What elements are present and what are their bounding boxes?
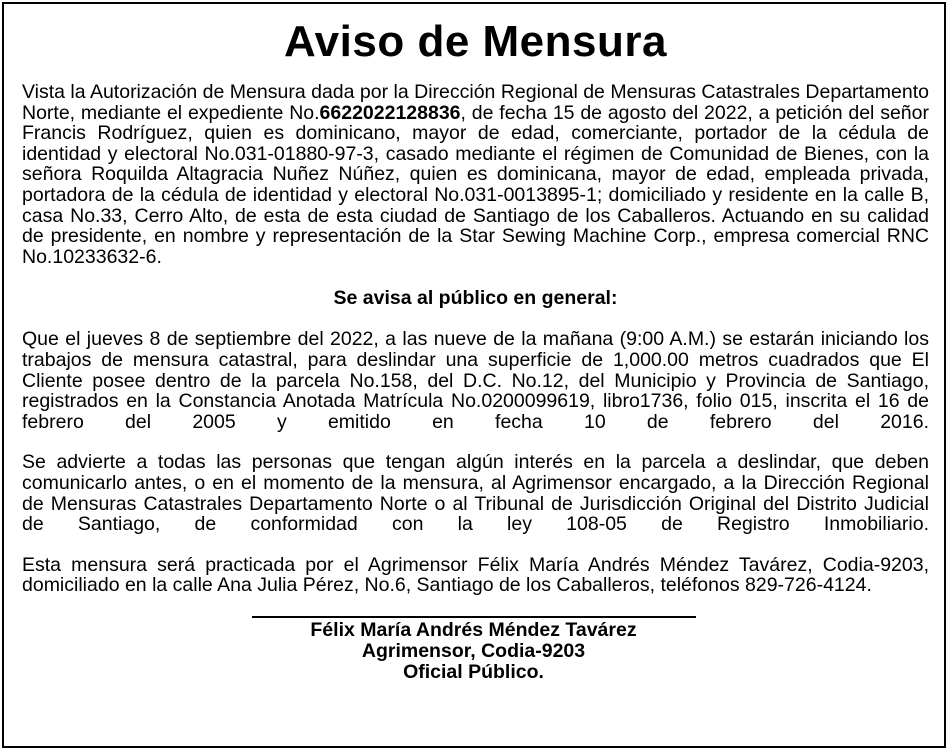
expediente-number: 6622022128836 [319,101,461,124]
authorization-lead: Vista la Autorización de Mensura dada por la Dirección Regional de Mensuras Catastrales Departamento Norte, mediante el expediente No. [22,81,929,124]
surveyor-paragraph: Esta mensura será practicada por el Agrimensor Félix María Andrés Méndez Tavárez, Codia-9203, domiciliado en la calle Ana Julia Pérez, No.6, Santiago de los Caballeros, teléfonos 829-726-4124. [22,553,929,597]
public-notice-heading: Se avisa al público en general: [333,287,618,310]
survey-schedule-paragraph: Que el jueves 8 de septiembre del 2022, a las nueve de la mañana (9:00 A.M.) se estarán iniciando los trabajos de mensura catastral, para deslindar una superficie de 1,000.00 metros cuadrados que El Cliente posee dentro de la parcela No.158, del D.C. No.12, del Municipio y Provincia de Santiago, registrados en la Constancia Anotada Matrícula No.0200099619, libro1736, folio 015, inscrita el 16 de febrero del 2005 y emitido en fecha 10 de febrero del 2016. [22,328,929,433]
signature-name: Félix María Andrés Méndez Tavárez [310,618,637,641]
notice-title: Aviso de Mensura [284,17,667,66]
authorization-rest: , de fecha 15 de agosto del 2022, a petición del señor Francis Rodríguez, quien es dominicano, mayor de edad, comerciante, portador de la cédula de identidad y electoral No.031-01880-97-3, casado mediante el régimen de Comunidad de Bienes, con la señora Roquilda Altagracia Nuñez Núñez, quien es dominicana, mayor de edad, empleada privada, portadora de la cédula de identidad y electoral No.031-0013895-1; domiciliado y residente en la calle B, casa No.33, Cerro Alto, de esta de esta ciudad de Santiago de los Caballeros. Actuando en su calidad de presidente, en nombre y representación de la Star Sewing Machine Corp., empresa comercial RNC No.10233632-6. [22,101,929,268]
paragraph-gap [22,432,929,452]
notice-document [2,2,946,748]
authorization-paragraph [22,82,929,267]
warning-paragraph: Se advierte a todas las personas que tengan algún interés en la parcela a deslindar, que deben comunicarlo antes, o en el momento de la mensura, al Agrimensor encargado, a la Dirección Regional de Mensuras Catastrales Departamento Norte o al Tribunal de Jurisdicción Original del Distrito Judicial de Santiago, de conformidad con la ley 108-05 de Registro Inmobiliario. [22,451,929,536]
paragraph-gap [22,535,929,555]
signature-line [252,616,696,618]
signature-role: Agrimensor, Codia-9203 [361,639,586,662]
signature-office: Oficial Público. [403,660,544,683]
